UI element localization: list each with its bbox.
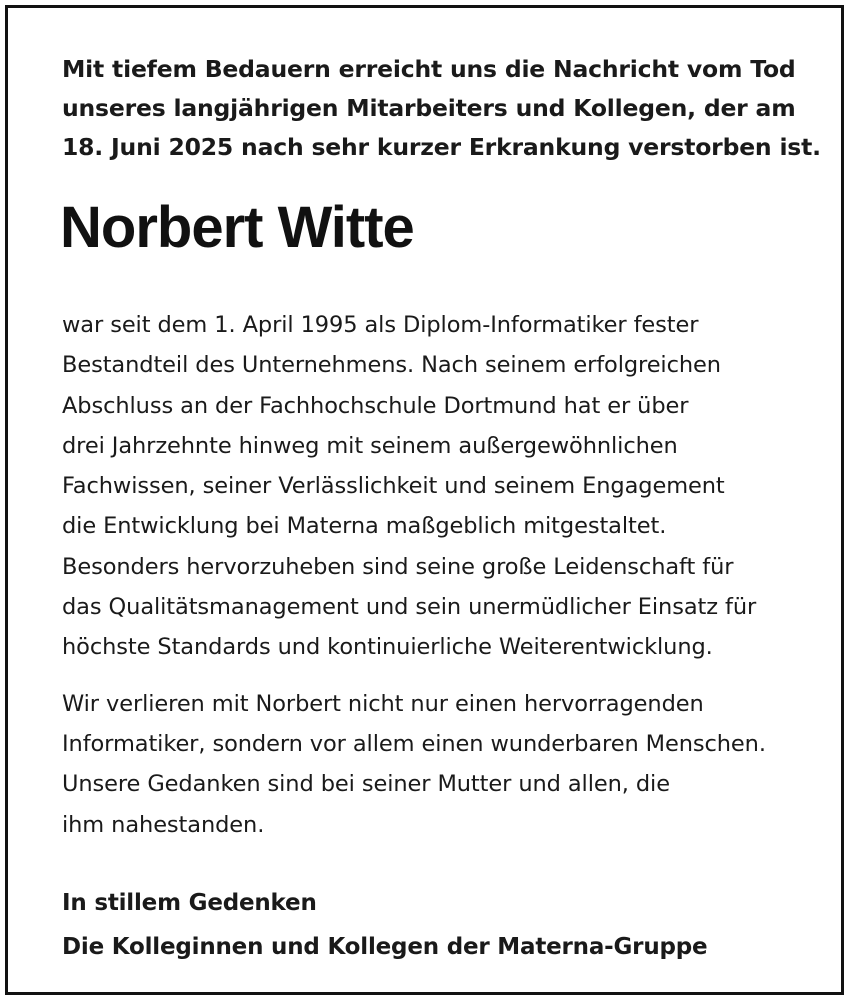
- intro-line: 18. Juni 2025 nach sehr kurzer Erkrankung verstorben ist.: [62, 133, 821, 161]
- tribute-line: Wir verlieren mit Norbert nicht nur einen hervorragenden: [62, 690, 704, 717]
- biography-line: das Qualitätsmanagement und sein unermüdlicher Einsatz für: [62, 594, 757, 621]
- biography-line: höchste Standards und kontinuierliche Weiterentwicklung.: [62, 634, 713, 661]
- closing-line: In stillem Gedenken: [62, 889, 317, 916]
- biography-line: Besonders hervorzuheben sind seine große Leidenschaft für: [62, 553, 734, 580]
- tribute-paragraph: [62, 684, 802, 845]
- deceased-name: Norbert Witte: [60, 195, 414, 260]
- biography-line: Abschluss an der Fachhochschule Dortmund hat er über: [62, 392, 689, 419]
- biography-line: drei Jahrzehnte hinweg mit seinem außergewöhnlichen: [62, 432, 678, 459]
- intro-line: unseres langjährigen Mitarbeiters und Kollegen, der am: [62, 94, 796, 122]
- notice-content: [60, 50, 821, 969]
- biography-line: Bestandteil des Unternehmens. Nach seinem erfolgreichen: [62, 352, 721, 379]
- notice-frame: [5, 5, 844, 995]
- tribute-line: Unsere Gedanken sind bei seiner Mutter und allen, die: [62, 771, 670, 798]
- intro-line: Mit tiefem Bedauern erreicht uns die Nachricht vom Tod: [62, 55, 796, 83]
- biography-line: die Entwicklung bei Materna maßgeblich mitgestaltet.: [62, 513, 667, 540]
- biography-line: Fachwissen, seiner Verlässlichkeit und seinem Engagement: [62, 473, 725, 500]
- biography-line: war seit dem 1. April 1995 als Diplom-Informatiker fester: [62, 312, 699, 338]
- biography-paragraph: [62, 305, 802, 668]
- tribute-line: Informatiker, sondern vor allem einen wunderbaren Menschen.: [62, 730, 766, 757]
- intro-text: [62, 50, 821, 167]
- closing-line: Die Kolleginnen und Kollegen der Materna-Gruppe: [62, 933, 708, 960]
- closing-signature: [62, 881, 802, 969]
- tribute-line: ihm nahestanden.: [62, 811, 265, 838]
